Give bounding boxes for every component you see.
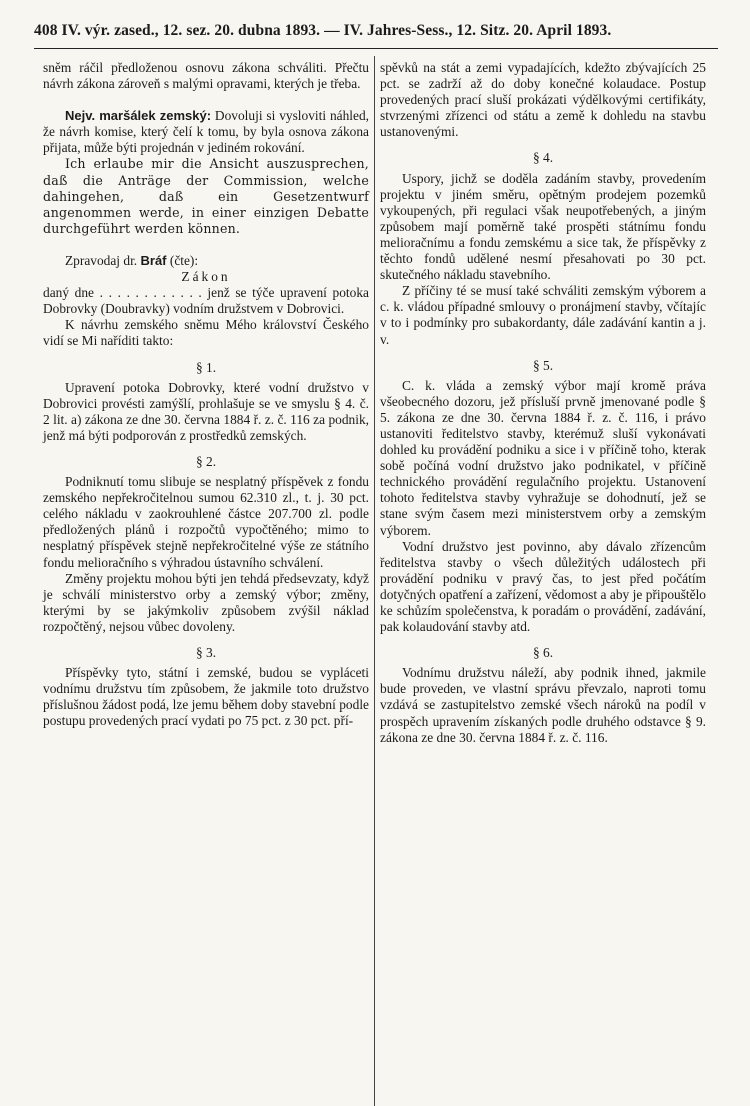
speaker-text: Dovoluji si vysloviti náhled, že návrh komise, který čelí k tomu, by byla osnova zákona přijata, může býti projednán v jediném rokování. <box>43 108 369 156</box>
section-5-text-2: Vodní družstvo jest povinno, aby dávalo zřízencům ředitelstva stavby o všech důležitých událostech při provádění podniku v pravý čas, to jest před počátím dotyčných opatření a zařízení, vědomost a aby je připouštělo ke schůzím společenstva, k poradám o provádění, zadávání, pak kolaudování stavby atd. <box>380 538 706 635</box>
header-rule <box>34 48 718 49</box>
section-1-text: Upravení potoka Dobrovky, které vodní družstvo v Dobrovici provésti zamýšlí, prohlašuje se ve smyslu § 4. č. 2 lit. a) zákona ze dne 30. června 1884 ř. z. č. 116 za podnik, jenž má býti podporován z prostředků zemských. <box>43 379 369 443</box>
section-2-text-1: Podniknutí tomu slibuje se nesplatný příspěvek z fondu zemského nepřekročitelnou sumou 62.310 zl., t. j. 30 pct. celého nákladu v zaokrouhlené částce 207.700 zl. podle předložených plánů i rozpočtů vypočtěného; mimo to nesplatný příspěvek stejně nepřekročitelné výše ze státního fondu melioračního s výhradou ústavního schválení. <box>43 474 369 570</box>
section-3-text: Příspěvky tyto, státní i zemské, budou se vypláceti vodnímu družstvu tím způsobem, že jakmile toto družstvo příslušnou žádost podá, lze jemu během doby stavební podle postupu provedených prací vydati po 75 pct. z 30 pct. pří- <box>43 665 369 729</box>
law-subtitle: daný dne . . . . . . . . . . . . jenž se týče upravení potoka Dobrovky (Doubravky) vodním družstvem v Dobrovici. <box>43 285 369 317</box>
section-5-text-1: C. k. vláda a zemský výbor mají kromě práva všeobecného dozoru, jež přísluší prvně jmenované podle § 5. zákona ze dne 30. června 1884 ř. z. č. 116, i právo ustanoviti ředitelstvo stavby, kterémuž sluší vykonávati dohled ku provádění podniku a sice i v příčině toho, kterak sobě počíná vodní družstvo jako podnikatel, v příčině technického provádění regulačního projektu. Ustanovení tohoto ředitelstva stavby vyhražuje se dohodnutí, jež se stane svým časem mezi ministerstvem orby a zemským výborem. <box>380 377 706 538</box>
reporter-name: Bráf <box>140 252 167 268</box>
paragraph: sněm ráčil předloženou osnovu zákona schváliti. Přečtu návrh zákona zároveň s malými opravami, kterých je třeba. <box>43 60 369 92</box>
page-header: 408 IV. výr. zased., 12. sez. 20. dubna 1893. — IV. Jahres-Sess., 12. Sitz. 20. April 1893. <box>34 22 612 39</box>
section-heading-4: § 4. <box>532 150 554 166</box>
reporter-line: Zpravodaj dr. Bráf (čte): <box>65 252 199 268</box>
section-heading-3: § 3. <box>195 645 217 660</box>
column-divider <box>374 56 375 1106</box>
left-column <box>43 60 369 729</box>
section-4-text-1: Uspory, jichž se doděla zadáním stavby, provedením projektu v jiném směru, opětným prodejem pozemků vykoupených, při regulaci však neupotřebených, a jiným způsobem mají poměrně také prospěti státnímu fondu melioračnímu a fondu zemskému a sice tak, že příspěvky z těchto fondů udělené nesmí přesahovati po 30 pct. skutečného nákladu stavebního. <box>380 170 706 283</box>
section-2-text-2: Změny projektu mohou býti jen tehdá předsevzaty, když je schválí ministerstvo orby a zemský výbor; změny, kterými by se jakýmkoliv způsobem zvýšil náklad rozpočtěný, nejsou vůbec dovoleny. <box>43 570 369 634</box>
section-4-text-2: Z příčiny té se musí také schváliti zemským výborem a c. k. vládou případné smlouvy o pronájmení stavby, včítajíc v to i podmínky pro subakordanty, dále zadávání kantin a j. v. <box>380 283 706 347</box>
german-paragraph: Ich erlaube mir die Ansicht auszusprechen, daß die Anträge der Commission, welche dahingehen, daß ein Gesetzentwurf angenommen werde, in einer einzigen Debatte durchgeführt werden können. <box>43 156 369 236</box>
section-6-text: Vodnímu družstvu náleží, aby podnik ihned, jakmile bude proveden, ve vlastní správu převzalo, naproti tomu vzdává se zastupitelstvo zemské všech nároků na podíl v prospěch upravením získaných podle druhého odstavce § 9. zákona ze dne 30. června 1884 ř. z. č. 116. <box>380 665 706 745</box>
section-heading-2: § 2. <box>195 453 217 469</box>
speaker-name: Nejv. maršálek zemský: <box>65 108 212 124</box>
paragraph: spěvků na stát a zemi vypadajících, kdežto zbývajících 25 pct. se zadrží až do doby konečné kolaudace. Postup provedených prací sluší prokázati výdělkovými certifikáty, stvrzenými zřízenci od státu a země k dohledu na stavbu ustanovenými. <box>380 60 706 140</box>
law-title: Zákon <box>181 269 231 285</box>
law-preamble: K návrhu zemského sněmu Mého království Českého vidí se Mi naříditi takto: <box>43 317 369 349</box>
section-heading-1: § 1. <box>195 359 217 375</box>
right-column <box>380 60 706 746</box>
section-heading-6: § 6. <box>532 645 554 661</box>
section-heading-5: § 5. <box>532 357 554 373</box>
speaker-paragraph <box>43 108 369 156</box>
